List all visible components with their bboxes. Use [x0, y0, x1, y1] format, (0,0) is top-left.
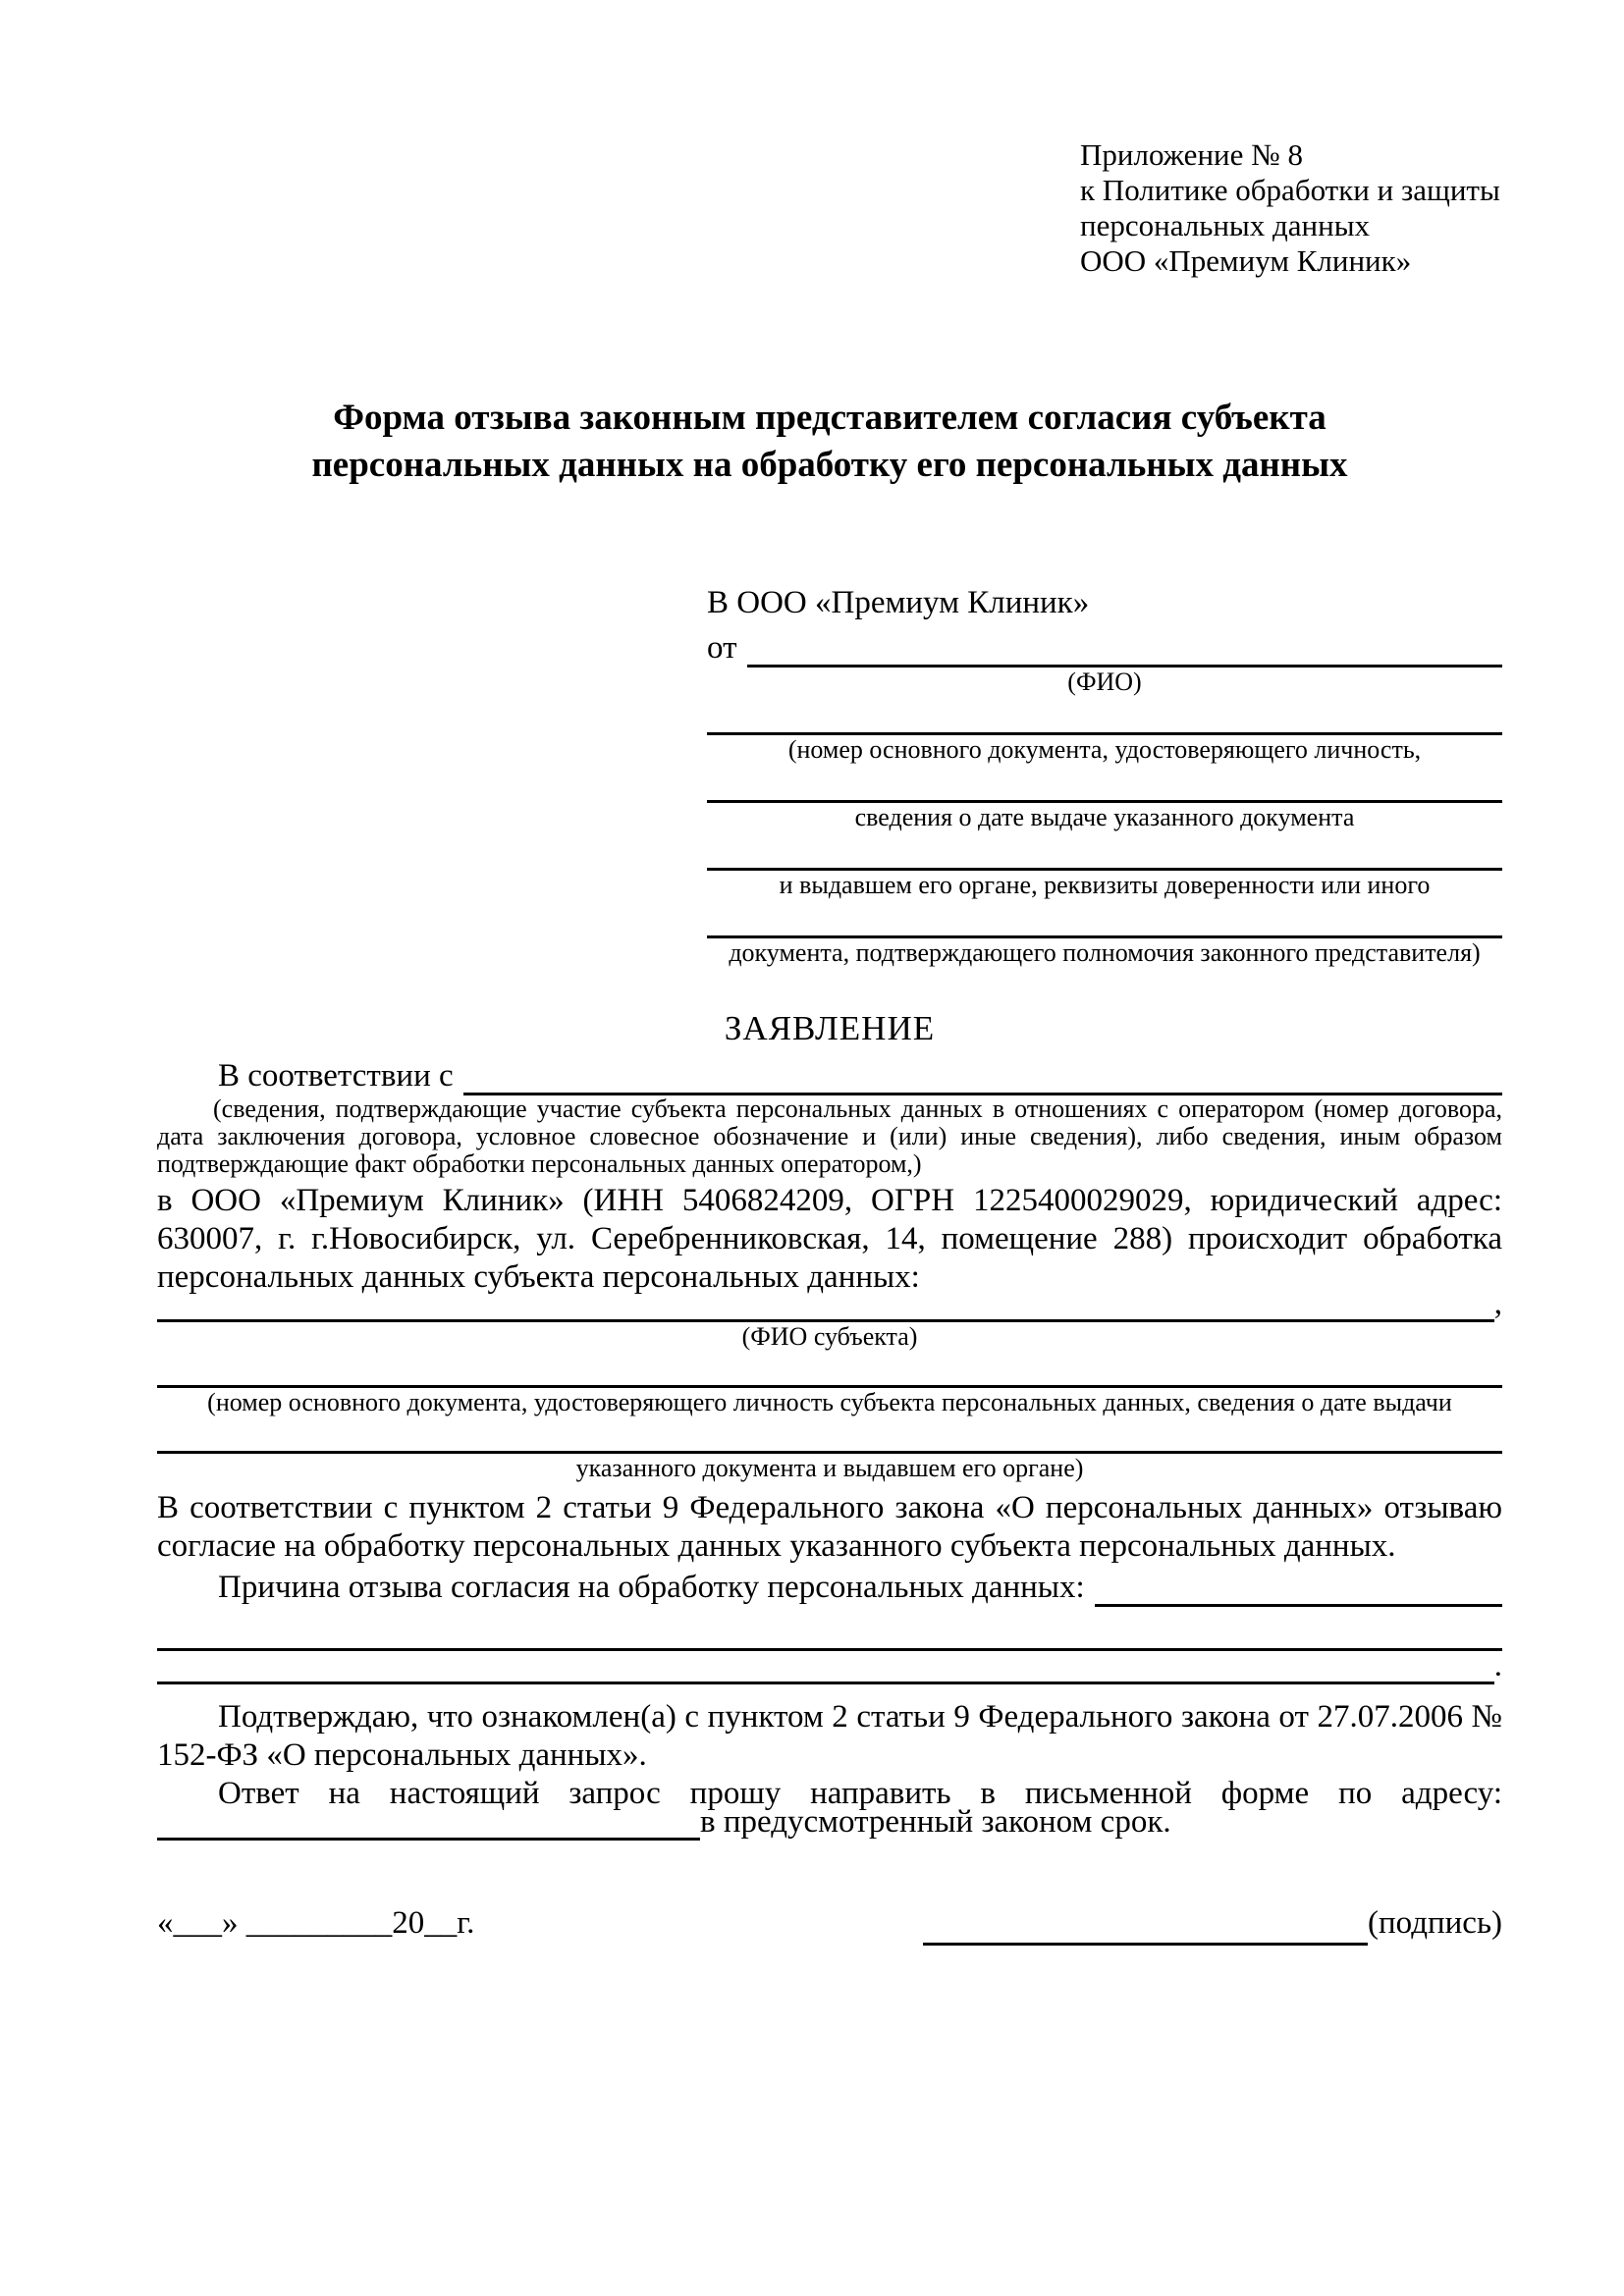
- id-doc-blank-line-4: [707, 912, 1502, 938]
- signature-field: [923, 1901, 1502, 1946]
- subject-fio-caption: (ФИО субъекта): [741, 1322, 918, 1351]
- id-doc-caption-4: документа, подтверждающего полномочия законного представителя): [729, 938, 1481, 967]
- reason-label: Причина отзыва согласия на обработку персональных данных:: [218, 1570, 1085, 1605]
- form-title: Форма отзыва законным представителем согласия субъекта персональных данных на обработку его персональных данных: [311, 398, 1348, 485]
- signature-blank-line: [923, 1901, 1368, 1946]
- from-label: от: [707, 630, 737, 666]
- basis-row: [157, 1050, 1502, 1095]
- from-row: [707, 622, 1502, 667]
- confirmation-paragraph: Подтверждаю, что ознакомлен(а) с пунктом 2 статьи 9 Федерального закона от 27.07.2006 № 152-ФЗ «О персональных данных».: [157, 1699, 1502, 1773]
- basis-caption: (сведения, подтверждающие участие субъекта персональных данных в отношениях с оператором (номер договора, дата заключения договора, условное словесное обозначение и (или) иные сведения), либо сведения, иным образом подтверждающие факт обработки персональных данных оператором,): [157, 1095, 1502, 1178]
- subject-doc-caption-2: указанного документа и выдавшем его органе): [575, 1454, 1084, 1482]
- withdrawal-paragraph: В соответствии с пунктом 2 статьи 9 Федерального закона «О персональных данных» отзываю согласие на обработку персональных данных указанного субъекта персональных данных.: [157, 1490, 1502, 1564]
- organization-name: В ООО «Премиум Клиник»: [707, 585, 1090, 620]
- id-doc-blank-line-3: [707, 844, 1502, 871]
- signature-footer: [157, 1901, 1502, 1946]
- reason-row: [157, 1566, 1502, 1607]
- operator-paragraph: в ООО «Премиум Клиник» (ИНН 5406824209, ОГРН 1225400029029, юридический адрес: 630007, г. г.Новосибирск, ул. Серебренниковская, 14, помещение 288) происходит обработка персональных данных субъекта персональных данных:: [157, 1183, 1502, 1295]
- reason-extra-blank-line-2: [157, 1651, 1494, 1684]
- subject-fio-blank-line: [157, 1297, 1494, 1322]
- trailing-comma: ,: [1493, 1286, 1502, 1321]
- basis-blank-line: [463, 1050, 1502, 1095]
- id-doc-blank-line-1: [707, 709, 1502, 735]
- addressee-block: [707, 583, 1502, 968]
- document-content: [0, 137, 1624, 1946]
- reason-blank-line: [1095, 1566, 1502, 1607]
- signature-caption: (подпись): [1368, 1905, 1502, 1941]
- reply-address-blank-line: [157, 1813, 700, 1841]
- subject-fio-row: [157, 1286, 1502, 1322]
- basis-label: В соответствии с: [218, 1058, 454, 1094]
- subject-doc-blank-line-2: [157, 1427, 1502, 1454]
- statement-heading: ЗАЯВЛЕНИЕ: [724, 1009, 936, 1047]
- appendix-header-line: Приложение № 8: [1080, 137, 1303, 172]
- reason-extra-row-2: [157, 1648, 1502, 1684]
- reply-tail-text: в предусмотренный законом срок.: [700, 1804, 1171, 1840]
- trailing-period: .: [1493, 1648, 1502, 1683]
- appendix-header-line: ООО «Премиум Клиник»: [1080, 243, 1412, 278]
- id-doc-blank-line-2: [707, 776, 1502, 803]
- subject-doc-caption-1: (номер основного документа, удостоверяющего личность субъекта персональных данных, сведения о дате выдачи: [207, 1388, 1452, 1416]
- reason-extra-blank-line-1: [157, 1613, 1502, 1651]
- appendix-header-line: персональных данных: [1080, 208, 1371, 242]
- id-doc-caption-1: (номер основного документа, удостоверяющего личность,: [787, 735, 1422, 764]
- reply-paragraph: Ответ на настоящий запрос прошу направить в письменной форме по адресу:: [218, 1776, 1502, 1811]
- id-doc-caption-3: и выдавшем его органе, реквизиты доверенности или иного: [779, 871, 1431, 899]
- from-fio-blank-line: [747, 622, 1503, 667]
- fio-caption: (ФИО): [1067, 667, 1142, 696]
- subject-doc-blank-line-1: [157, 1362, 1502, 1388]
- appendix-header-line: к Политике обработки и защиты: [1080, 173, 1500, 207]
- appendix-header: [1080, 137, 1502, 279]
- reply-address-row: [157, 1804, 1502, 1841]
- date-field: «___» _________20__г.: [157, 1905, 475, 1941]
- id-doc-caption-2: сведения о дате выдаче указанного документа: [854, 803, 1355, 831]
